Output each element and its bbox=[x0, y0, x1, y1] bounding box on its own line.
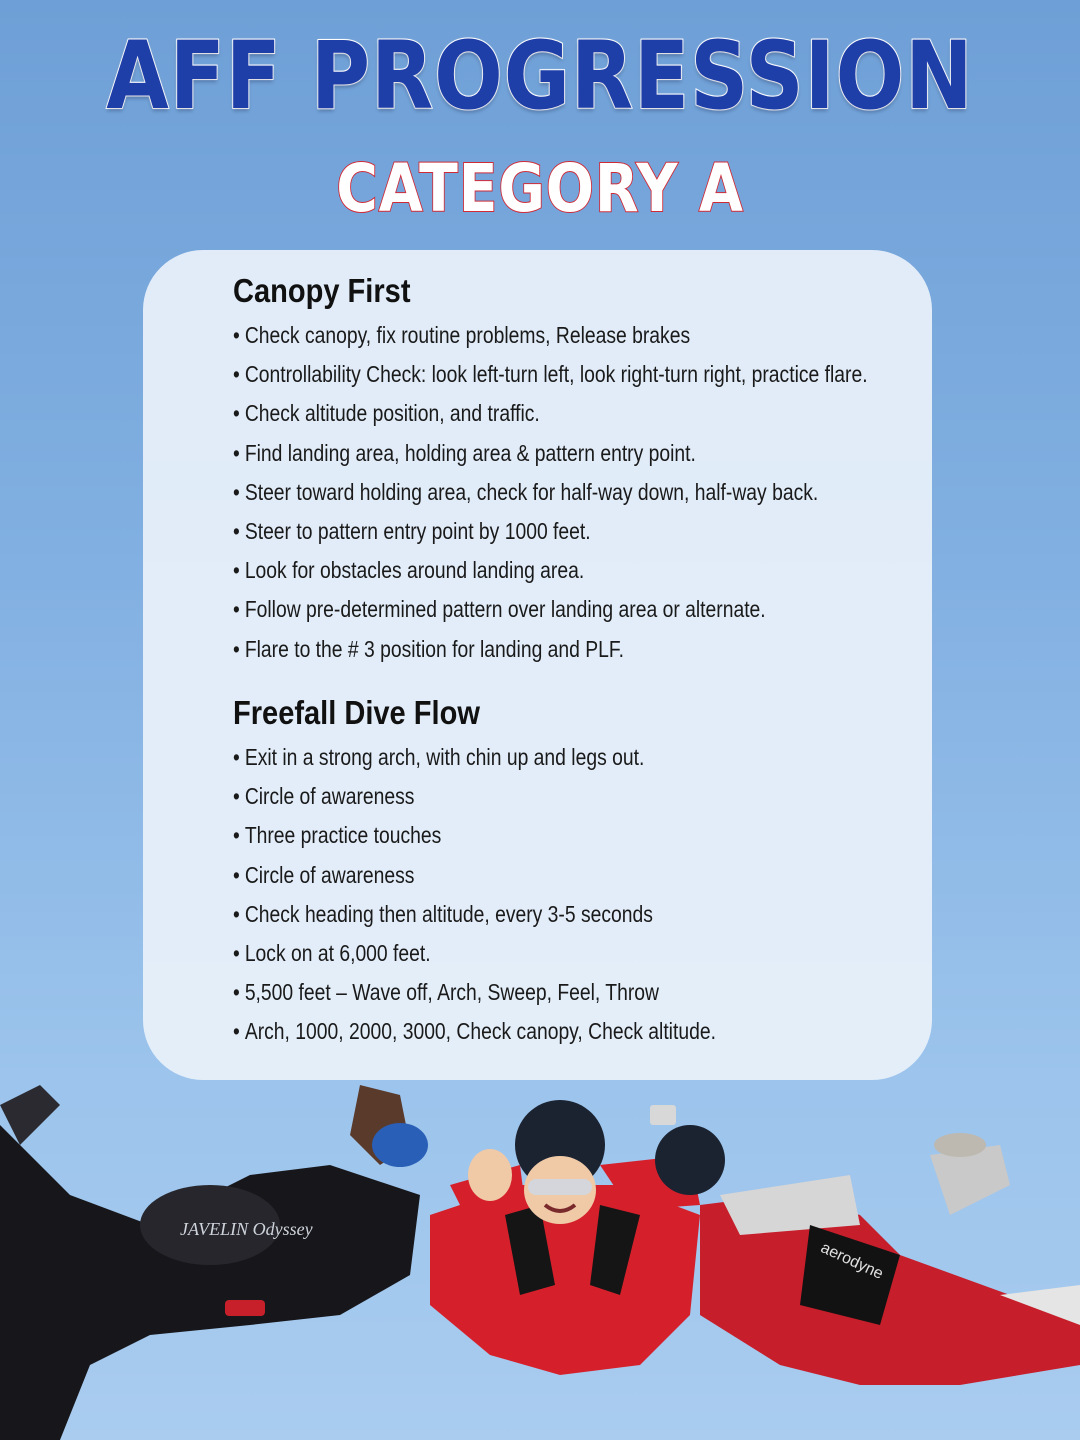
bullet-icon: • bbox=[233, 939, 240, 966]
checklist-item-text: Circle of awareness bbox=[244, 861, 415, 888]
checklist-item-text: Check canopy, fix routine problems, Release brakes bbox=[244, 322, 691, 348]
checklist-item-text: Steer to pattern entry point by 1000 feet. bbox=[244, 517, 591, 544]
bullet-icon: • bbox=[233, 439, 240, 466]
checklist-item-text: Find landing area, holding area & pattern entry point. bbox=[244, 439, 696, 466]
bullet-icon: • bbox=[233, 979, 240, 1006]
checklist-item bbox=[233, 856, 804, 895]
checklist-item-text: Lock on at 6,000 feet. bbox=[244, 939, 431, 966]
checklist-item-text: Controllability Check: look left-turn left, look right-turn right, practice flare. bbox=[244, 361, 868, 388]
checklist-item bbox=[233, 434, 804, 473]
checklist-card bbox=[143, 250, 932, 1080]
bullet-icon: • bbox=[233, 322, 240, 348]
skydiver-left bbox=[0, 1085, 428, 1440]
bullet-icon: • bbox=[233, 517, 240, 544]
checklist-item-text: Arch, 1000, 2000, 3000, Check canopy, Check altitude. bbox=[244, 1018, 716, 1045]
bullet-icon: • bbox=[233, 861, 240, 888]
bullet-icon: • bbox=[233, 478, 240, 505]
checklist-item-text: Flare to the # 3 position for landing and PLF. bbox=[244, 635, 624, 662]
checklist-item bbox=[233, 816, 804, 855]
bullet-icon: • bbox=[233, 400, 240, 427]
checklist-item bbox=[233, 512, 804, 551]
checklist-item bbox=[233, 590, 804, 629]
bullet-icon: • bbox=[233, 1018, 240, 1045]
checklist-item bbox=[233, 630, 804, 669]
checklist bbox=[233, 316, 913, 669]
checklist-item-text: 5,500 feet – Wave off, Arch, Sweep, Feel, Throw bbox=[244, 979, 659, 1006]
checklist-item bbox=[233, 473, 819, 512]
checklist-item-text: Check heading then altitude, every 3-5 seconds bbox=[244, 900, 653, 927]
bullet-icon: • bbox=[233, 361, 240, 388]
freefall-dive-flow-section bbox=[233, 694, 913, 1052]
container-logo: JAVELIN Odyssey bbox=[180, 1219, 313, 1239]
section-heading: Canopy First bbox=[233, 272, 411, 309]
bullet-icon: • bbox=[233, 900, 240, 927]
bullet-icon: • bbox=[233, 822, 240, 849]
bullet-icon: • bbox=[233, 783, 240, 810]
canopy-first-section bbox=[233, 272, 913, 669]
page-subtitle: CATEGORY A bbox=[336, 150, 744, 227]
checklist-item-text: Circle of awareness bbox=[244, 783, 415, 810]
checklist-item-text: Follow pre-determined pattern over landing area or alternate. bbox=[244, 596, 766, 623]
checklist-item bbox=[233, 394, 804, 433]
page-title: AFF PROGRESSION bbox=[106, 22, 974, 131]
section-heading: Freefall Dive Flow bbox=[233, 694, 480, 731]
checklist-item-text: Exit in a strong arch, with chin up and legs out. bbox=[244, 744, 645, 770]
container-logo: aerodyne bbox=[818, 1239, 886, 1283]
checklist-item-text: Three practice touches bbox=[244, 822, 442, 849]
bullet-icon: • bbox=[233, 557, 240, 584]
checklist-item bbox=[233, 934, 804, 973]
bullet-icon: • bbox=[233, 635, 240, 662]
checklist-item bbox=[233, 551, 804, 590]
bullet-icon: • bbox=[233, 744, 240, 770]
checklist-item bbox=[233, 355, 868, 394]
checklist bbox=[233, 738, 913, 1052]
checklist-item-text: Steer toward holding area, check for half-way down, half-way back. bbox=[244, 478, 819, 505]
checklist-item bbox=[233, 973, 804, 1012]
checklist-item-text: Look for obstacles around landing area. bbox=[244, 557, 585, 584]
checklist-item bbox=[233, 738, 804, 777]
checklist-item bbox=[233, 316, 804, 355]
checklist-item bbox=[233, 1012, 804, 1051]
skydivers-photo bbox=[0, 1085, 1080, 1440]
checklist-item-text: Check altitude position, and traffic. bbox=[244, 400, 540, 427]
skydiver-right bbox=[650, 1105, 1080, 1385]
bullet-icon: • bbox=[233, 596, 240, 623]
checklist-item bbox=[233, 777, 804, 816]
checklist-item bbox=[233, 895, 804, 934]
